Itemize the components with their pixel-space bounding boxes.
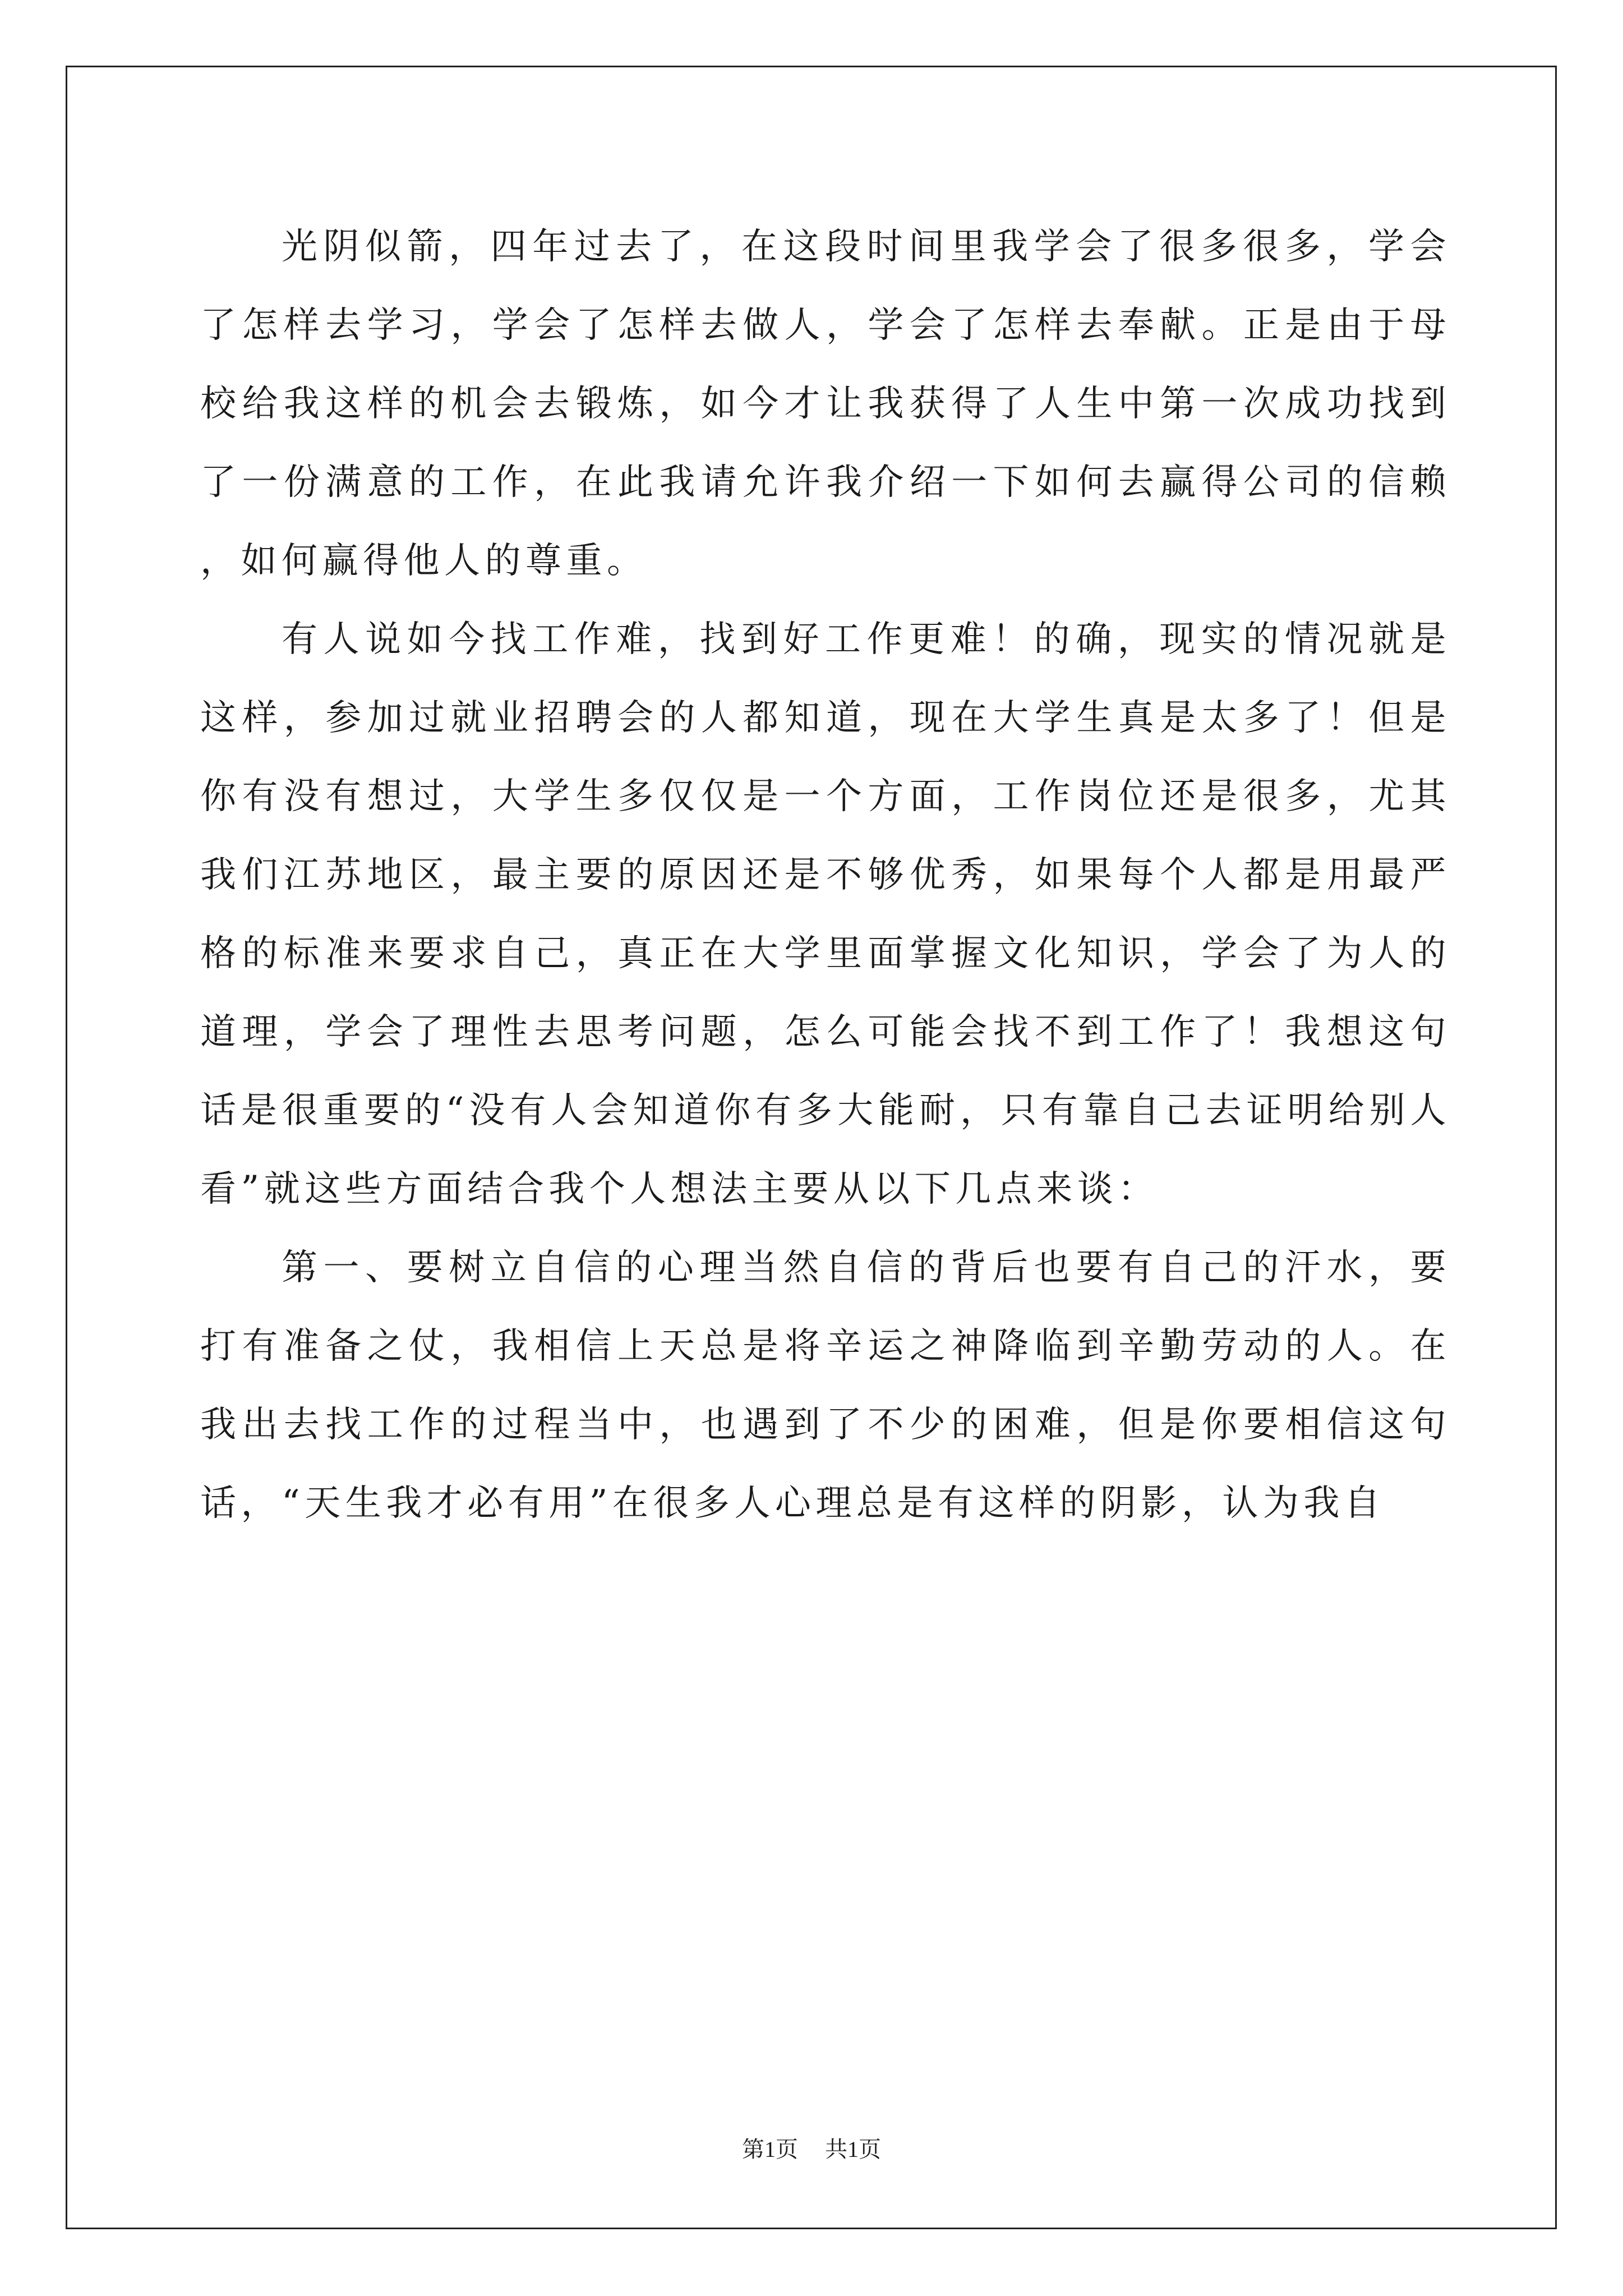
paragraph-3: 第一、要树立自信的心理当然自信的背后也要有自己的汗水，要打有准备之仗，我相信上天总是将辛运之神降临到辛勤劳动的人。在我出去找工作的过程当中，也遇到了不少的困难，但是你要相信这句话，“天生我才必有用”在很多人心理总是有这样的阴影，认为我自 [200,1247,1451,1524]
paragraph-2: 有人说如今找工作难，找到好工作更难！的确，现实的情况就是这样，参加过就业招聘会的人都知道，现在大学生真是太多了！但是你有没有想过，大学生多仅仅是一个方面，工作岗位还是很多，尤其我们江苏地区，最主要的原因还是不够优秀，如果每个人都是用最严格的标准来要求自己，真正在大学里面掌握文化知识，学会了为人的道理，学会了理性去思考问题，怎么可能会找不到工作了！我想这句话是很重要的“没有人会知道你有多大能耐，只有靠自己去证明给别人看”就这些方面结合我个人想法主要从以下几点来谈： [200,619,1451,1210]
page-number-total: 共1页 [825,2137,881,2162]
paragraph-1: 光阴似箭，四年过去了，在这段时间里我学会了很多很多，学会了怎样去学习，学会了怎样去做人，学会了怎样去奉献。正是由于母校给我这样的机会去锻炼，如今才让我获得了人生中第一次成功找到了一份满意的工作，在此我请允许我介绍一下如何去赢得公司的信赖，如何赢得他人的尊重。 [200,226,1451,582]
document-body [200,208,1451,1543]
page-number-current: 第1页 [742,2137,798,2162]
page-footer [0,2132,1623,2164]
